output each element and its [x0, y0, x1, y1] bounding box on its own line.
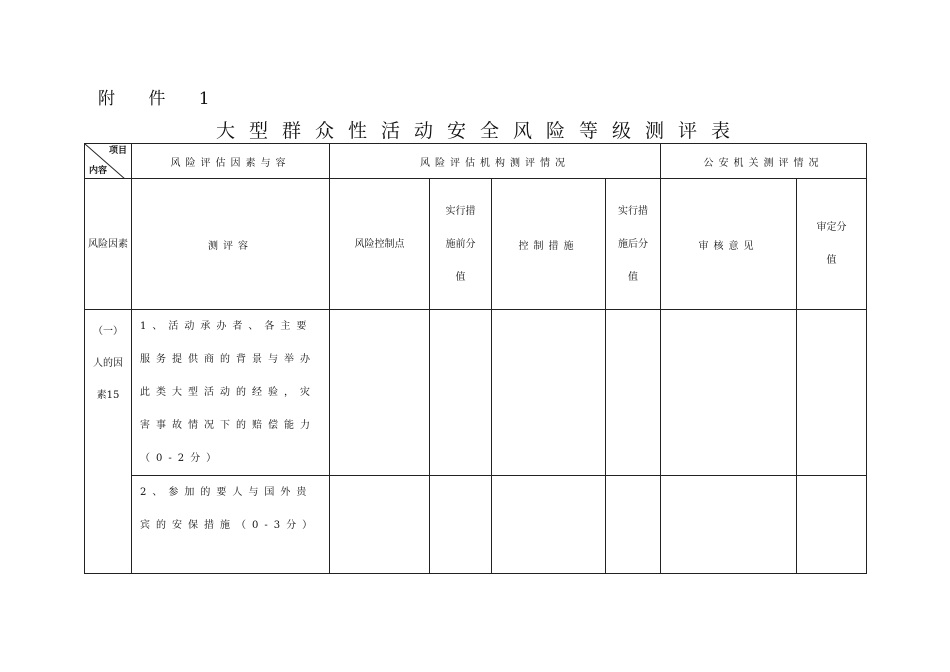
header-risk-factor: 风险评估因素与容	[132, 144, 330, 179]
col-content: 测评容	[132, 179, 330, 310]
page-title: 大型群众性活动安全风险等级测评表	[215, 120, 744, 142]
item-1: 1、活动承办者、各主要服务提供商的背景与举办此类大型活动的经验，灾害事故情况下的赔偿能力（0-2分）	[132, 310, 330, 476]
corner-top-label: 项目	[108, 146, 127, 156]
cell-empty	[492, 310, 606, 476]
col-risk-factor: 风险因素	[85, 179, 132, 310]
col-post-score: 实行措施后分值	[606, 179, 661, 310]
cell-empty	[661, 310, 797, 476]
cell-empty	[797, 476, 867, 574]
cell-empty	[330, 476, 430, 574]
item-2: 2、参加的要人与国外贵宾的安保措施（0-3分）	[132, 476, 330, 574]
attachment-label: 附 件 1	[98, 89, 224, 109]
assessment-table	[84, 143, 867, 574]
col-control-measures: 控制措施	[492, 179, 606, 310]
col-pre-score: 实行措施前分值	[430, 179, 492, 310]
assessment-table-container	[84, 143, 867, 574]
header-police-assessment: 公安机关测评情况	[661, 144, 867, 179]
col-review-opinion: 审核意见	[661, 179, 797, 310]
header-agency-assessment: 风险评估机构测评情况	[330, 144, 661, 179]
cell-empty	[606, 476, 661, 574]
cell-empty	[492, 476, 606, 574]
factor-human: （一）人的因素15	[85, 310, 132, 574]
corner-header-cell	[85, 144, 132, 179]
cell-empty	[430, 310, 492, 476]
cell-empty	[330, 310, 430, 476]
col-control-point: 风险控制点	[330, 179, 430, 310]
cell-empty	[606, 310, 661, 476]
corner-bottom-label: 内容	[89, 166, 108, 176]
cell-empty	[797, 310, 867, 476]
cell-empty	[661, 476, 797, 574]
col-final-score: 审定分值	[797, 179, 867, 310]
cell-empty	[430, 476, 492, 574]
